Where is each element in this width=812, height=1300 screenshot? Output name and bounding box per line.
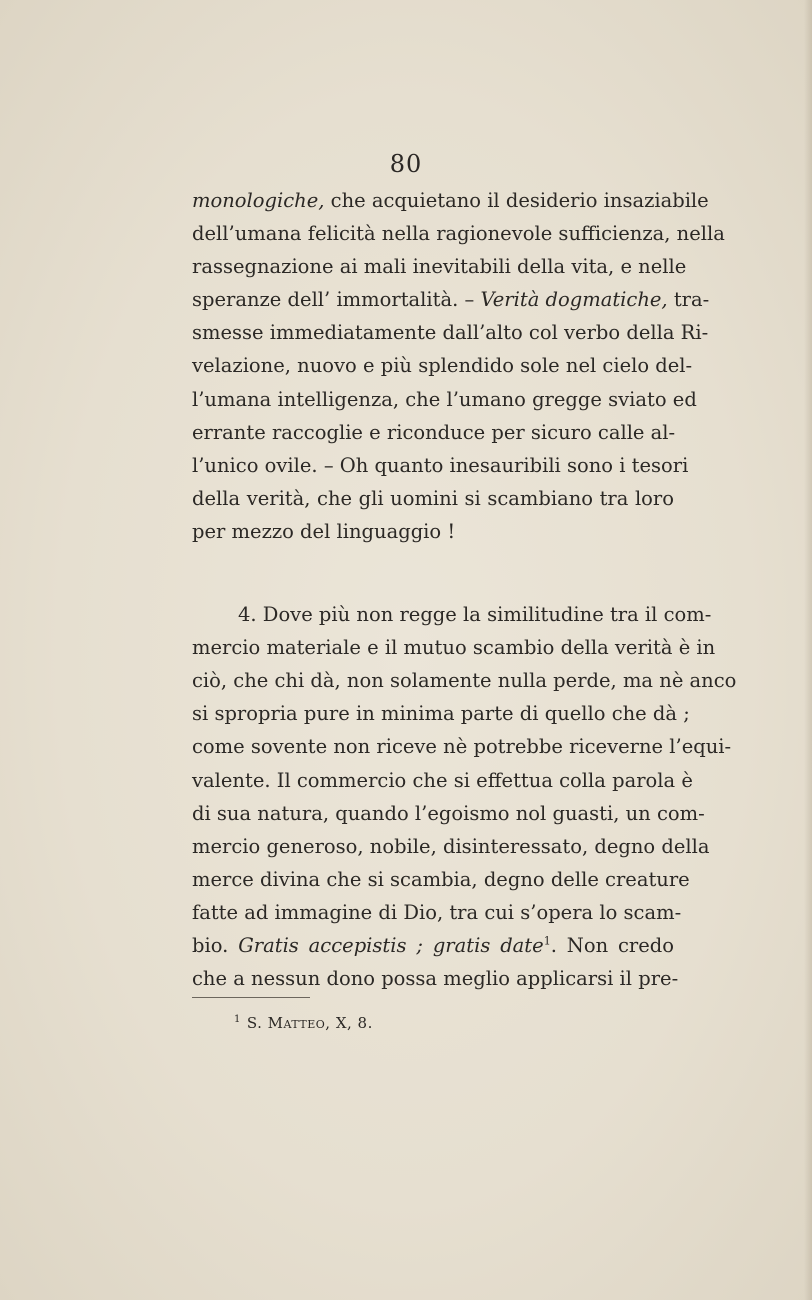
text-span: speranze dell’ immortalità. – [192, 288, 481, 312]
paragraph-1 [192, 184, 725, 548]
text-line: 4. Dove più non regge la similitudine tra il com- [238, 603, 712, 627]
text-line: fatte ad immagine di Dio, tra cui s’opera lo scam- [192, 900, 682, 924]
text-span: che acquietano il desiderio insaziabile [324, 189, 709, 212]
text-span: della verità, che gli uomini si scambiano tra loro [192, 486, 674, 510]
text-line [192, 217, 725, 250]
footnote-rule [192, 997, 310, 998]
page-number: 80 [389, 150, 423, 178]
page-edge-shadow [804, 0, 812, 1300]
text-span: bio. [192, 933, 239, 957]
text-line: valente. Il commercio che si effettua colla parola è [192, 768, 693, 792]
text-line: che a nessun dono possa meglio applicarsi il pre- [192, 967, 679, 991]
text-line: come sovente non riceve nè potrebbe riceverne l’equi- [192, 735, 732, 759]
text-span: smesse immediatamente dall’alto col verbo della Ri- [192, 321, 709, 345]
text-span: l’unico ovile. – Oh quanto inesauribili sono i tesori [192, 453, 689, 477]
text-line: si spropria pure in minima parte di quello che dà ; [192, 702, 690, 726]
body-text [192, 184, 737, 995]
text-span: dell’umana felicità nella ragionevole sufficienza, nella [192, 222, 725, 246]
text-line [192, 482, 674, 515]
footnote-name: Matteo [267, 1014, 326, 1032]
text-line [192, 515, 674, 548]
italic-span: monologiche, [192, 189, 325, 212]
text-span: rassegnazione ai mali inevitabili della vita, e nelle [192, 255, 687, 279]
text-span: errante raccoglie e riconduce per sicuro calle al- [192, 420, 676, 444]
text-line [192, 250, 687, 283]
text-line [192, 316, 709, 349]
text-line [192, 349, 693, 382]
italic-span: Gratis accepistis ; gratis date [238, 933, 544, 957]
text-line: di sua natura, quando l’egoismo nol guasti, un com- [192, 801, 705, 825]
text-line [192, 416, 674, 449]
footnote-reference: 1 [543, 934, 551, 948]
text-line: mercio materiale e il mutuo scambio della verità è in [192, 636, 716, 660]
text-line [192, 184, 709, 217]
text-span: per mezzo del linguaggio ! [192, 519, 456, 543]
text-line [192, 449, 689, 482]
text-span: velazione, nuovo e più splendido sole nel cielo del- [192, 354, 693, 378]
text-line [192, 929, 674, 962]
footnote-marker: 1 [234, 1014, 241, 1025]
paragraph-gap [192, 548, 674, 598]
italic-span: Verità dogmatiche, [480, 288, 668, 312]
footnote [234, 1014, 373, 1032]
text-line: mercio generoso, nobile, disinteressato, degno della [192, 834, 710, 858]
text-line [192, 283, 710, 316]
text-span: . Non credo [550, 933, 675, 957]
text-line: ciò, che chi dà, non solamente nulla perde, ma nè anco [192, 669, 737, 693]
text-line [192, 383, 697, 416]
footnote-suffix: , X, 8. [325, 1014, 373, 1032]
text-span: tra- [667, 288, 710, 312]
footnote-prefix: S. [246, 1014, 268, 1032]
paragraph-2 [192, 598, 737, 995]
text-line: merce divina che si scambia, degno delle creature [192, 867, 690, 891]
text-span: l’umana intelligenza, che l’umano gregge sviato ed [192, 387, 697, 411]
